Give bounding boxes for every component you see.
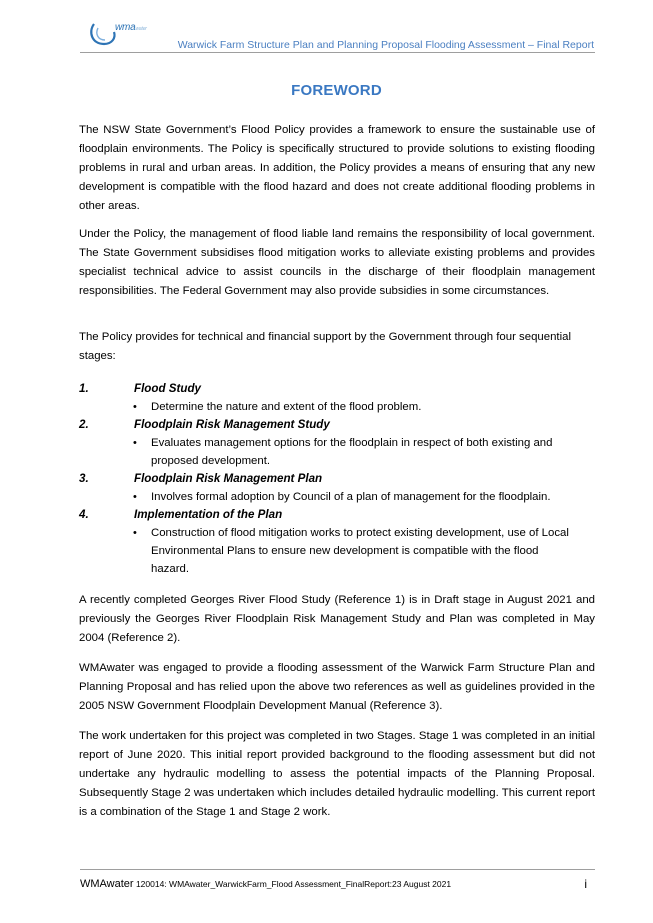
footer-divider — [80, 869, 595, 870]
stage-4-title: Implementation of the Plan — [134, 508, 283, 521]
page-heading: FOREWORD — [291, 82, 382, 99]
paragraph-policy-management: Under the Policy, the management of flood liable land remains the responsibility of local government. The State Government subsidises flood mitigation works to alleviate existing problems and provides specialist technical advice to assist councils in the discharge of their floodplain management responsibilities. The Federal Government may also provide subsidies in some circumstances. — [79, 228, 595, 297]
footer-brand: WMAwater — [80, 878, 134, 890]
footer-reference — [80, 874, 451, 892]
stage-3-description: Involves formal adoption by Council of a plan of management for the floodplain. — [151, 491, 551, 503]
report-header-title: Warwick Farm Structure Plan and Planning Proposal Flooding Assessment – Final Report — [177, 39, 594, 51]
bullet-icon: • — [133, 437, 137, 449]
stage-2-title: Floodplain Risk Management Study — [134, 418, 330, 431]
stage-1-title: Flood Study — [134, 382, 201, 395]
stage-1-number: 1. — [79, 382, 89, 395]
bullet-icon: • — [133, 491, 137, 503]
stage-3-number: 3. — [79, 472, 89, 485]
footer-document-id: 120014: WMAwater_WarwickFarm_Flood Assessment_FinalReport:23 August 2021 — [133, 879, 452, 889]
wmawater-logo — [88, 18, 168, 48]
logo-swirl-icon — [88, 18, 118, 48]
stage-1-description: Determine the nature and extent of the flood problem. — [151, 401, 422, 413]
header-divider — [80, 52, 595, 53]
paragraph-stages-intro: The Policy provides for technical and financial support by the Government through four sequential stages: — [79, 331, 571, 362]
stage-4-description: Construction of flood mitigation works to protect existing development, use of Local Environmental Plans to ensure new development is compatible with the flood hazard. — [151, 527, 569, 575]
stage-2-number: 2. — [79, 418, 89, 431]
bullet-icon: • — [133, 401, 137, 413]
paragraph-georges-river: A recently completed Georges River Flood Study (Reference 1) is in Draft stage in August 2021 and previously the Georges River Floodplain Risk Management Study and Plan was completed in May 2004 (Reference 2). — [79, 594, 595, 644]
paragraph-work-stages: The work undertaken for this project was completed in two Stages. Stage 1 was completed in an initial report of June 2020. This initial report provided background to the flooding assessment but did not undertake any hydraulic modelling to assess the potential impacts of the Planning Proposal. Subsequently Stage 2 was undertaken which includes detailed hydraulic modelling. This current report is a combination of the Stage 1 and Stage 2 work. — [79, 730, 595, 818]
paragraph-flood-policy: The NSW State Government’s Flood Policy provides a framework to ensure the sustainable use of floodplain environments. The Policy is specifically structured to provide solutions to existing flooding problems in rural and urban areas. In addition, the Policy provides a means of ensuring that any new development is compatible with the flood hazard and does not create additional flooding problems in other areas. — [79, 124, 595, 212]
paragraph-wmawater-engagement: WMAwater was engaged to provide a flooding assessment of the Warwick Farm Structure Plan and Planning Proposal and has relied upon the above two references as well as guidelines provided in the 2005 NSW Government Floodplain Development Manual (Reference 3). — [79, 662, 595, 712]
stage-4-number: 4. — [79, 508, 89, 521]
bullet-icon: • — [133, 527, 137, 539]
stage-2-description: Evaluates management options for the floodplain in respect of both existing and proposed development. — [151, 437, 553, 467]
stage-3-title: Floodplain Risk Management Plan — [134, 472, 323, 485]
page-number: i — [584, 877, 587, 891]
logo-wordmark: wmawater — [115, 22, 147, 33]
